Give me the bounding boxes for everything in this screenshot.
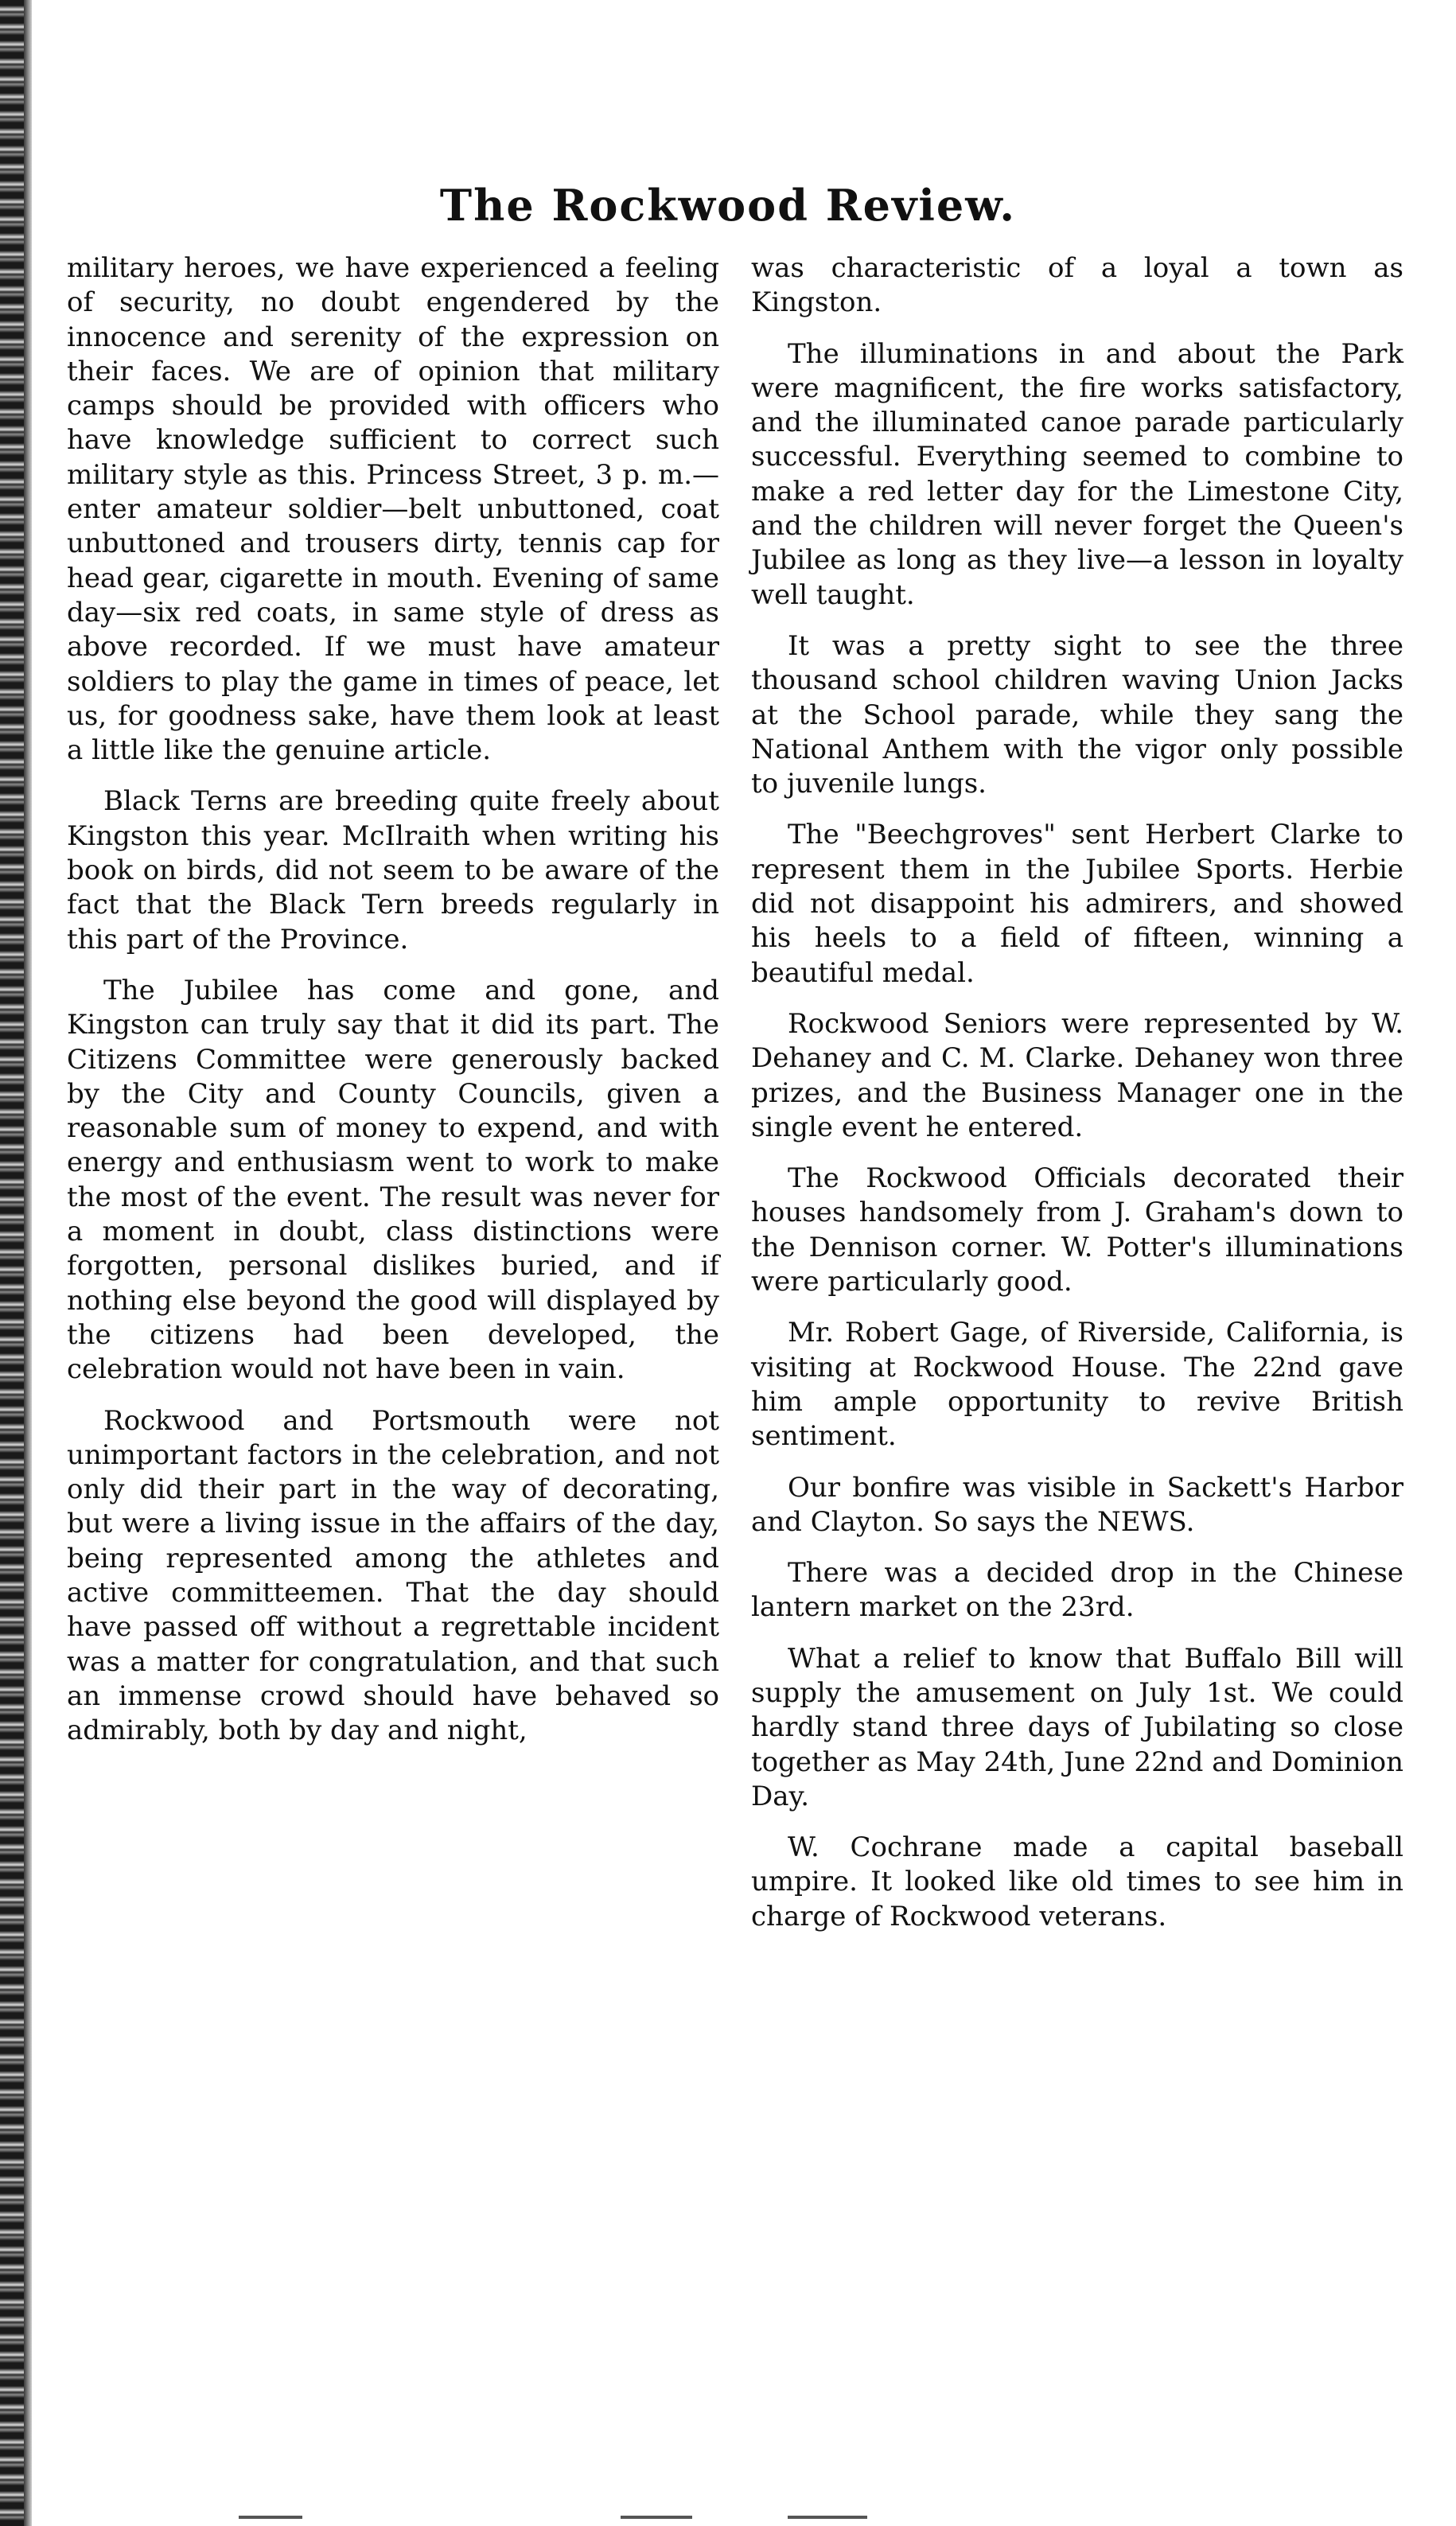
paragraph-bonfire: Our bonfire was visible in Sackett's Harbor and Clayton. So says the NEWS. [751, 1471, 1403, 1538]
paragraph-robert-gage: Mr. Robert Gage, of Riverside, California, is visiting at Rockwood House. The 22nd gave him ample opportunity to revive British sentiment. [751, 1317, 1403, 1453]
paragraph-rockwood-portsmouth: Rockwood and Portsmouth were not unimportant factors in the celebration, and not only did their part in the way of decorating, but were a living issue in the affairs of the day, being represented among the athletes and active committeemen. That the day should have passed off without a regrettable incident was a matter for congratulation, and that such an immense crowd should have behaved so admirably, both by day and night, [67, 1404, 719, 1747]
paragraph-black-terns: Black Terns are breeding quite freely about Kingston this year. McIlraith when writing his book on birds, did not seem to be aware of the fact that the Black Tern breeds regularly in this part of the Province. [67, 785, 719, 956]
paragraph-illuminations: The illuminations in and about the Park were magnificent, the fire works satisfactory, and the illuminated canoe parade particularly successful. Everything seemed to combine to make a red letter day for the Limestone City, and the children will never forget the Queen's Jubilee as long as they live—a lesson in loyalty well taught. [751, 337, 1403, 611]
left-column [67, 251, 719, 2495]
paragraph-military-heroes: military heroes, we have experienced a feeling of security, no doubt engendered by the innocence and serenity of the expression on their faces. We are of opinion that military camps should be provided with officers who have knowledge sufficient to correct such military style as this. Princess Street, 3 p. m.—enter amateur soldier—belt unbuttoned, coat unbuttoned and trousers dirty, tennis cap for head gear, cigarette in mouth. Evening of same day—six red coats, in same style of dress as above recorded. If we must have amateur soldiers to play the game in times of peace, let us, for goodness sake, have them look at least a little like the genuine article. [67, 252, 719, 767]
paragraph-beechgroves: The "Beechgroves" sent Herbert Clarke to represent them in the Jubilee Sports. Herbie did not disappoint his admirers, and showed his heels to a field of fifteen, winning a beautiful medal. [751, 819, 1403, 989]
footer-rule-center [621, 2516, 692, 2519]
paragraph-jubilee: The Jubilee has come and gone, and Kingston can truly say that it did its part. The Citizens Committee were generously backed by the City and County Councils, given a reasonable sum of money to expend, and with energy and enthusiasm went to work to make the most of the event. The result was never for a moment in doubt, class distinctions were forgotten, personal dislikes buried, and if nothing else beyond the good will displayed by the citizens had been developed, the celebration would not have been in vain. [67, 974, 719, 1386]
footer-rule-left [239, 2516, 302, 2519]
paragraph-buffalo-bill: What a relief to know that Buffalo Bill will supply the amusement on July 1st. We could hardly stand three days of Jubilating so close together as May 24th, June 22nd and Dominion Day. [751, 1642, 1403, 1812]
page-title: The Rockwood Review. [439, 180, 1017, 231]
footer-rule-right [788, 2516, 867, 2519]
paragraph-rockwood-seniors: Rockwood Seniors were represented by W. Dehaney and C. M. Clarke. Dehaney won three prizes, and the Business Manager one in the single event he entered. [751, 1007, 1403, 1143]
book-spine-edge [0, 0, 32, 2526]
paragraph-rockwood-officials: The Rockwood Officials decorated their houses handsomely from J. Graham's down to the Dennison corner. W. Potter's illuminations were particularly good. [751, 1162, 1403, 1298]
paragraph-loyal-town: was characteristic of a loyal a town as Kingston. [751, 252, 1403, 319]
paragraph-chinese-lantern: There was a decided drop in the Chinese lantern market on the 23rd. [751, 1557, 1403, 1624]
paragraph-cochrane: W. Cochrane made a capital baseball umpire. It looked like old times to see him in charge of Rockwood veterans. [751, 1831, 1403, 1932]
paragraph-school-children: It was a pretty sight to see the three thousand school children waving Union Jacks at the School parade, while they sang the National Anthem with the vigor only possible to juvenile lungs. [751, 629, 1403, 800]
right-column [751, 251, 1403, 2495]
